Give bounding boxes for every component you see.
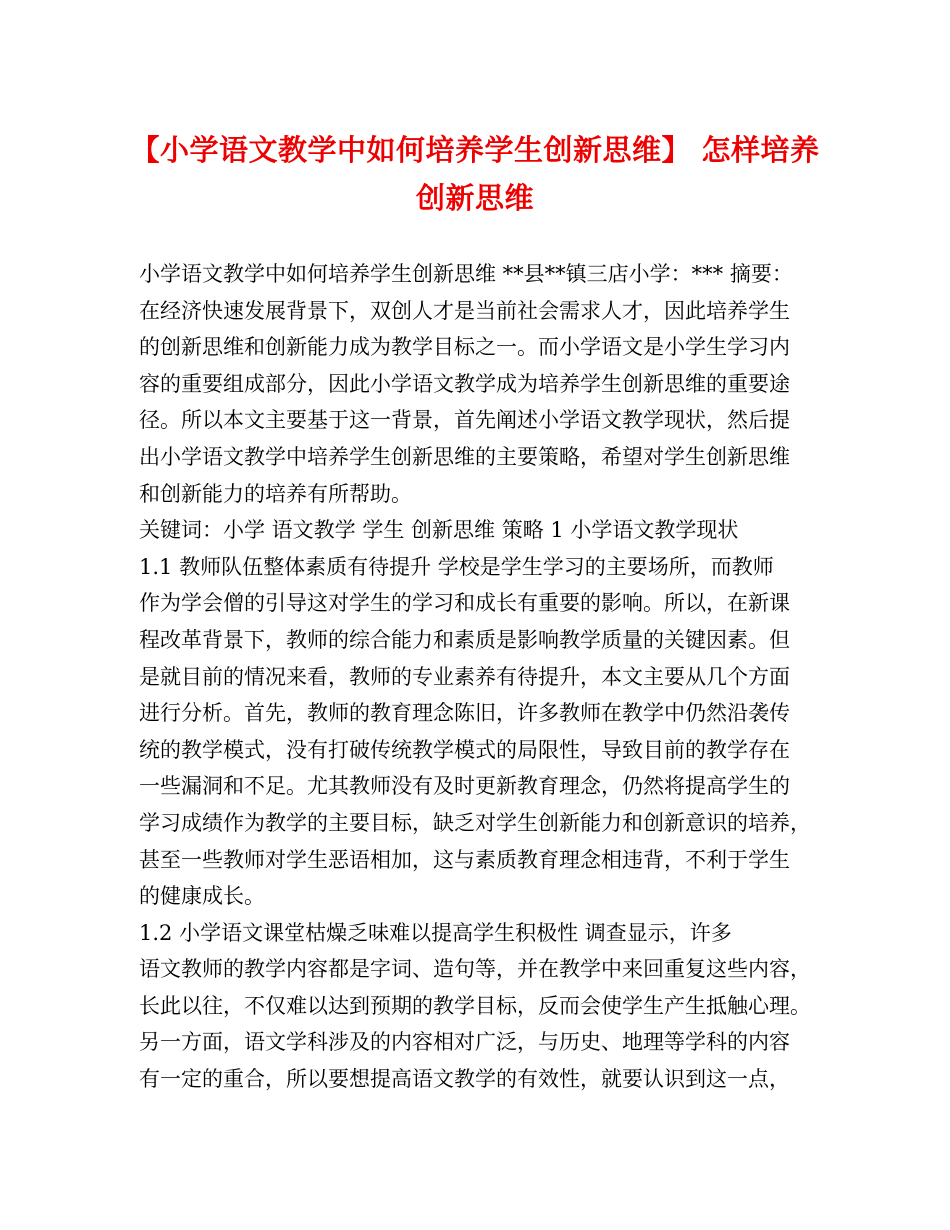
title-line: 【小学语文教学中如何培养学生创新思维】 怎样培养 — [130, 133, 820, 167]
body-line: 甚至一些教师对学生恶语相加，这与素质教育理念相违背，不利于学生 — [139, 847, 790, 872]
body-line: 学习成绩作为教学的主要目标，缺乏对学生创新能力和创新意识的培养， — [139, 810, 811, 835]
body-line: 作为学会僧的引导这对学生的学习和成长有重要的影响。所以，在新课 — [139, 591, 790, 616]
body-line: 进行分析。首先，教师的教育理念陈旧，许多教师在教学中仍然沿袭传 — [139, 701, 790, 726]
body-line: 一些漏洞和不足。尤其教师没有及时更新教育理念，仍然将提高学生的 — [139, 774, 790, 799]
body-line: 是就目前的情况来看，教师的专业素养有待提升，本文主要从几个方面 — [139, 664, 790, 689]
body-line: 有一定的重合，所以要想提高语文教学的有效性，就要认识到这一点， — [139, 1067, 790, 1092]
body-line: 径。所以本文主要基于这一背景，首先阐述小学语文教学现状，然后提 — [139, 408, 790, 433]
title-line: 创新思维 — [415, 181, 534, 215]
body-line: 1.1 教师队伍整体素质有待提升 学校是学生学习的主要场所，而教师 — [139, 554, 774, 579]
body-line: 在经济快速发展背景下，双创人才是当前社会需求人才，因此培养学生 — [139, 298, 790, 323]
body-line: 另一方面，语文学科涉及的内容相对广泛，与历史、地理等学科的内容 — [139, 1030, 790, 1055]
body-line: 关键词：小学 语文教学 学生 创新思维 策略 1 小学语文教学现状 — [139, 518, 739, 543]
body-line: 1.2 小学语文课堂枯燥乏味难以提高学生积极性 调查显示，许多 — [139, 920, 732, 945]
body-line: 统的教学模式，没有打破传统教学模式的局限性，导致目前的教学存在 — [139, 737, 790, 762]
document-title — [120, 126, 830, 222]
body-line: 长此以往，不仅难以达到预期的教学目标，反而会使学生产生抵触心理。 — [139, 993, 811, 1018]
document-body — [139, 256, 829, 1098]
body-line: 小学语文教学中如何培养学生创新思维 **县**镇三店小学：*** 摘要： — [139, 262, 793, 286]
body-line: 语文教师的教学内容都是字词、造句等，并在教学中来回重复这些内容， — [139, 957, 811, 982]
body-line: 出小学语文教学中培养学生创新思维的主要策略，希望对学生创新思维 — [139, 444, 790, 469]
body-line: 的健康成长。 — [139, 884, 265, 909]
body-line: 容的重要组成部分，因此小学语文教学成为培养学生创新思维的重要途 — [139, 371, 790, 396]
body-line: 和创新能力的培养有所帮助。 — [139, 481, 412, 506]
body-line: 的创新思维和创新能力成为教学目标之一。而小学语文是小学生学习内 — [139, 335, 790, 360]
body-line: 程改革背景下，教师的综合能力和素质是影响教学质量的关键因素。但 — [139, 627, 790, 652]
